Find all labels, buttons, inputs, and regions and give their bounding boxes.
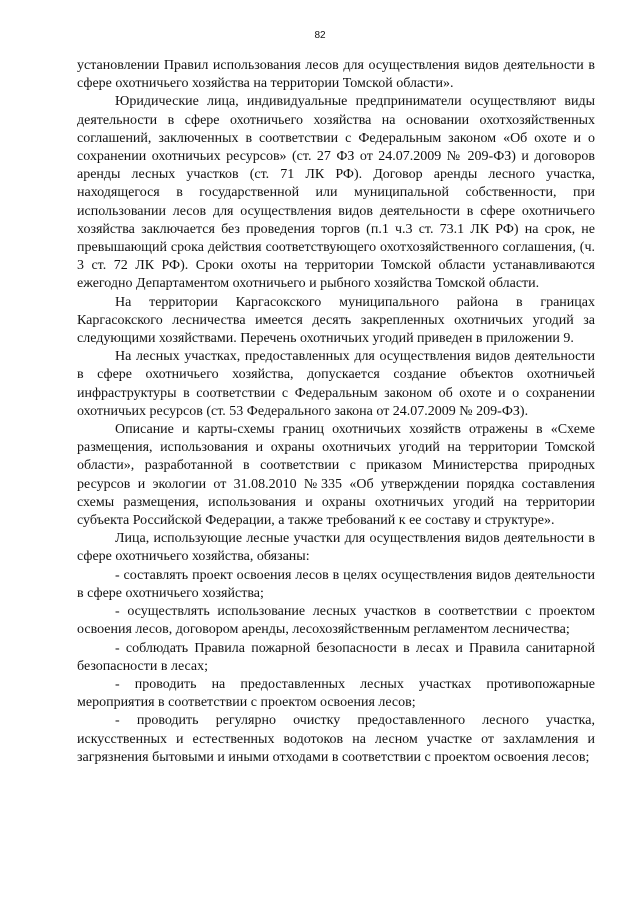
document-body — [77, 57, 595, 767]
list-item-fire-safety: - соблюдать Правила пожарной безопасности в лесах и Правила санитарной безопасности в лесах; — [77, 640, 595, 674]
paragraph-legal-entities: Юридические лица, индивидуальные предприниматели осуществляют виды деятельности в сфере охотничьего хозяйства на основании охотхозяйственных соглашений, заключенных в соответствии с Федеральным законом «Об охоте и о сохранении охотничьих ресурсов» (ст. 27 ФЗ от 24.07.2009 № 209-ФЗ) и договоров аренды лесных участков (ст. 71 ЛК РФ). Договор аренды лесного участка, находящегося в государственной или муниципальной собственности, при использовании лесов для осуществления видов деятельности в сфере охотничьего хозяйства заключается без проведения торгов (п.1 ч.3 ст. 73.1 ЛК РФ) на срок, не превышающий срока действия соответствующего охотхозяйственного соглашения, (ч. 3 ст. 72 ЛК РФ). Сроки охоты на территории Томской области устанавливаются ежегодно Департаментом охотничьего и рыбного хозяйства Томской области. — [77, 94, 595, 292]
list-item-cleaning: - проводить регулярно очистку предоставленного лесного участка, искусственных и естественных водотоков на лесном участке от захламления и загрязнения бытовыми и иными отходами в соответствии с проектом освоения лесов; — [77, 713, 595, 765]
list-item-project: - составлять проект освоения лесов в целях осуществления видов деятельности в сфере охотничьего хозяйства; — [77, 567, 595, 601]
paragraph-infrastructure: На лесных участках, предоставленных для осуществления видов деятельности в сфере охотничьего хозяйства, допускается создание объектов охотничьей инфраструктуры в соответствии с Федеральным законом об охоте и о сохранении охотничьих ресурсов (ст. 53 Федерального закона от 24.07.2009 № 209-ФЗ). — [77, 349, 595, 419]
list-item-fire-measures: - проводить на предоставленных лесных участках противопожарные мероприятия в соответствии с проектом освоения лесов; — [77, 676, 595, 711]
paragraph-scheme-description: Описание и карты-схемы границ охотничьих хозяйств отражены в «Схеме размещения, использования и охраны охотничьих угодий на территории Томской области», разработанной в соответствии с приказом Министерства природных ресурсов и экологии от 31.08.2010 №335 «Об утверждении порядка составления схемы размещения, использования и охраны охотничьих угодий на территории субъекта Российской Федерации, а также требований к ее составу и структуре». — [77, 422, 595, 529]
paragraph-obligations-intro: Лица, использующие лесные участки для осуществления видов деятельности в сфере охотничьего хозяйства, обязаны: — [77, 531, 595, 565]
paragraph-continuation: установлении Правил использования лесов для осуществления видов деятельности в сфере охотничьего хозяйства на территории Томской области». — [77, 58, 595, 92]
page-number: 82 — [314, 30, 326, 41]
list-item-use-plots: - осуществлять использование лесных участков в соответствии с проектом освоения лесов, договором аренды, лесохозяйственным регламентом лесничества; — [77, 604, 595, 638]
paragraph-kargasok-territory: На территории Каргасокского муниципального района в границах Каргасокского лесничества имеется десять закрепленных охотничьих угодий за следующими хозяйствами. Перечень охотничьих угодий приведен в приложении 9. — [77, 294, 595, 347]
